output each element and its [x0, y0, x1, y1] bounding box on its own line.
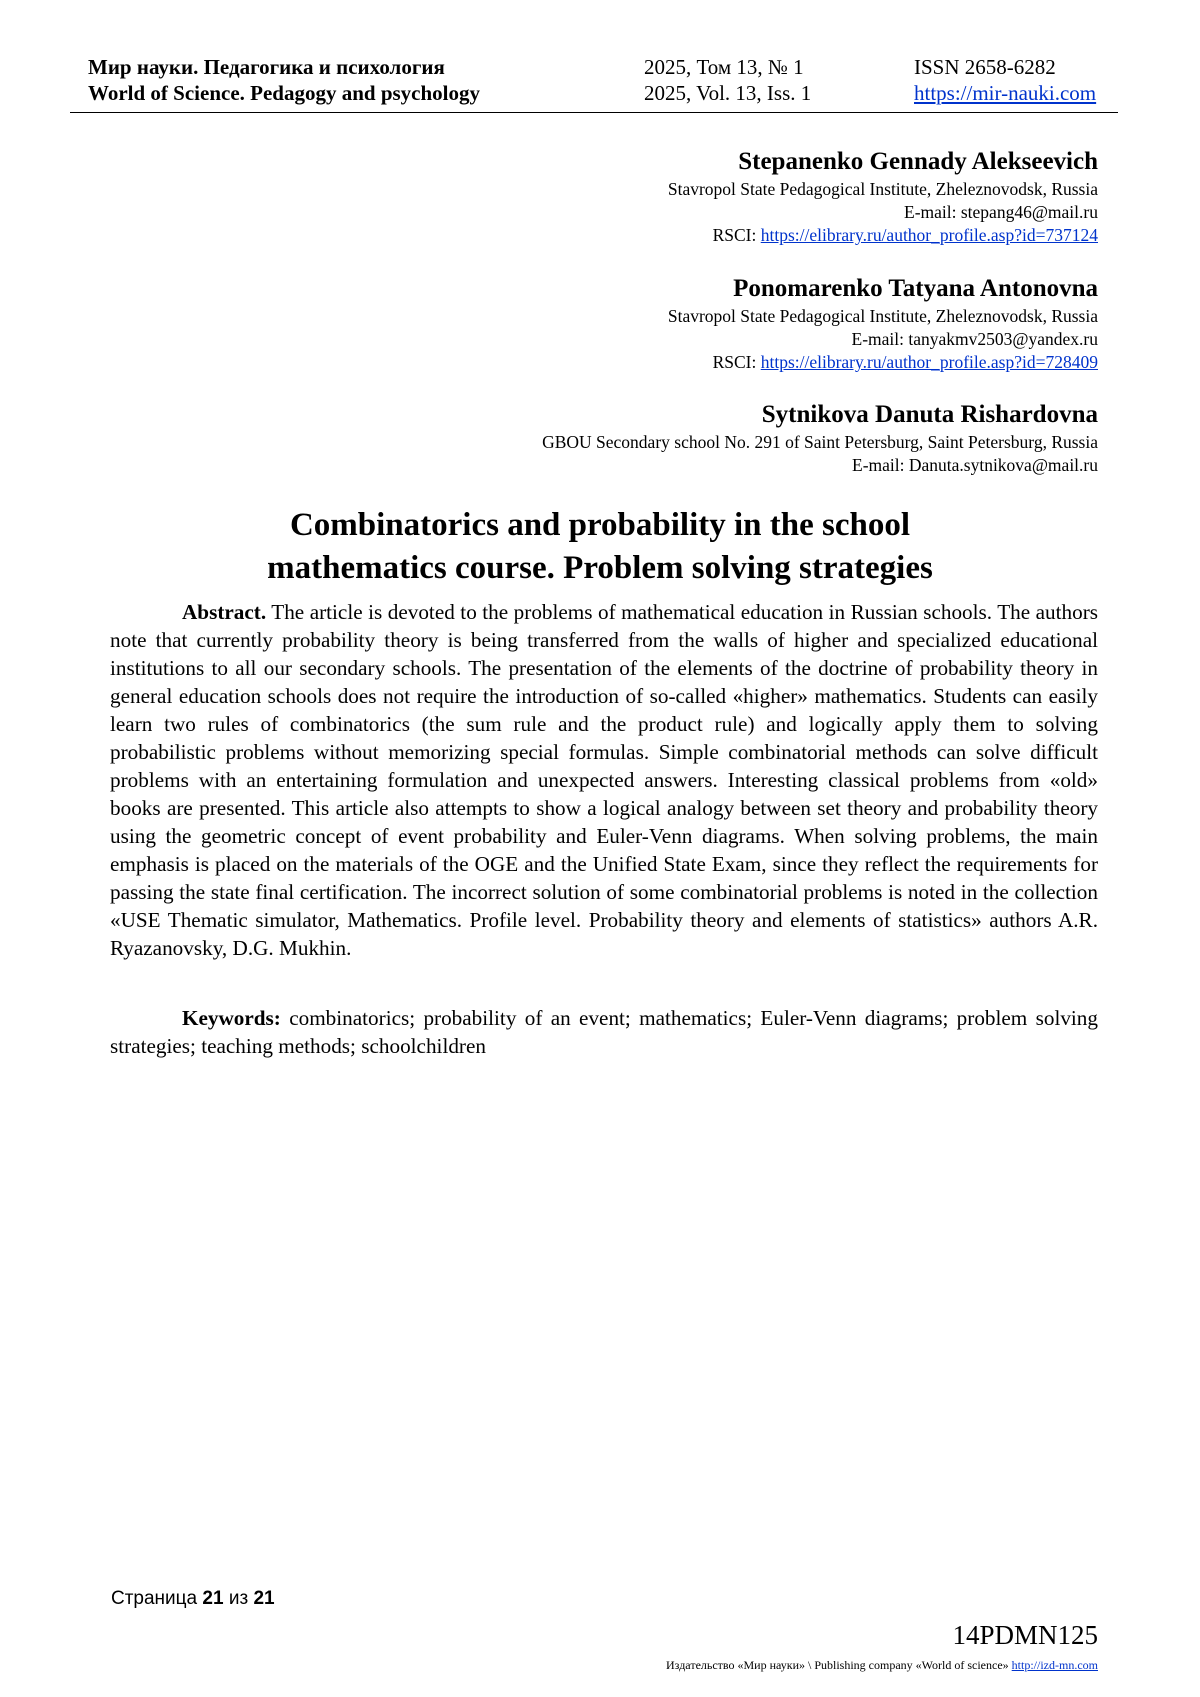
author-affiliation: Stavropol State Pedagogical Institute, Zheleznovodsk, Russia	[667, 306, 1098, 326]
publisher-line	[666, 1658, 1098, 1673]
article-code: 14PDMN125	[952, 1620, 1098, 1650]
author-name: Ponomarenko Tatyana Antonovna	[733, 275, 1098, 302]
publisher-text: Издательство «Мир науки» \ Publishing company «World of science»	[666, 1658, 1012, 1672]
publisher-link[interactable]: http://izd-mn.com	[1011, 1658, 1098, 1672]
author-email: E-mail: stepang46@mail.ru	[904, 202, 1098, 222]
author-email: E-mail: Danuta.sytnikova@mail.ru	[852, 455, 1098, 475]
abstract-text: The article is devoted to the problems of mathematical education in Russian schools. The authors note that currently probability theory is being transferred from the walls of higher and specialized educational institutions to all our secondary schools. The presentation of the elements of the doctrine of probability theory in general education schools does not require the introduction of so-called «higher» mathematics. Students can easily learn two rules of combinatorics (the sum rule and the product rule) and logically apply them to solving probabilistic problems without memorizing special formulas. Simple combinatorial methods can solve difficult problems with an entertaining formulation and unexpected answers. Interesting classical problems from «old» books are presented. This article also attempts to show a logical analogy between set theory and probability theory using the geometric concept of event probability and Euler-Venn diagrams. When solving problems, the main emphasis is placed on the materials of the OGE and the Unified State Exam, since they reflect the requirements for passing the state final certification. The incorrect solution of some combinatorial problems is noted in the collection «USE Thematic simulator, Mathematics. Profile level. Probability theory and elements of statistics» authors A.R. Ryazanovsky, D.G. Mukhin.	[110, 600, 1098, 960]
rsci-label: RSCI:	[712, 352, 761, 372]
author-email: E-mail: tanyakmv2503@yandex.ru	[851, 329, 1098, 349]
page-total: 21	[253, 1588, 275, 1609]
author-affiliation: GBOU Secondary school No. 291 of Saint Petersburg, Saint Petersburg, Russia	[542, 432, 1098, 452]
article-title	[100, 504, 1100, 590]
rsci-link[interactable]: https://elibrary.ru/author_profile.asp?id=737124	[760, 225, 1098, 245]
keywords-label: Keywords:	[182, 1006, 281, 1030]
page-current: 21	[202, 1588, 224, 1609]
page-separator: из	[223, 1588, 254, 1609]
journal-header	[70, 52, 1118, 113]
abstract-label: Abstract.	[182, 600, 267, 624]
author-block	[542, 399, 1098, 477]
title-line: mathematics course. Problem solving strategies	[267, 550, 933, 586]
author-block	[668, 273, 1098, 374]
rsci-label: RSCI:	[712, 225, 761, 245]
author-name: Stepanenko Gennady Alekseevich	[738, 148, 1098, 175]
journal-title-en: World of Science. Pedagogy and psychology	[88, 81, 481, 105]
author-block	[668, 146, 1098, 247]
keywords	[110, 1004, 1098, 1060]
issue-ru: 2025, Том 13, № 1	[644, 55, 804, 79]
author-name: Sytnikova Danuta Rishardovna	[761, 401, 1098, 428]
page-counter	[111, 1588, 275, 1610]
author-affiliation: Stavropol State Pedagogical Institute, Zheleznovodsk, Russia	[667, 179, 1098, 199]
issn: ISSN 2658-6282	[914, 55, 1056, 79]
journal-site-link[interactable]: https://mir-nauki.com	[914, 81, 1097, 105]
page-prefix: Страница	[111, 1588, 203, 1609]
journal-title-ru: Мир науки. Педагогика и психология	[88, 55, 445, 79]
issue-en: 2025, Vol. 13, Iss. 1	[644, 81, 812, 105]
rsci-link[interactable]: https://elibrary.ru/author_profile.asp?id=728409	[760, 352, 1098, 372]
keywords-text: combinatorics; probability of an event; mathematics; Euler-Venn diagrams; problem solving strategies; teaching methods; schoolchildren	[110, 1006, 1098, 1058]
title-line: Combinatorics and probability in the school	[289, 507, 911, 543]
abstract	[110, 598, 1098, 962]
